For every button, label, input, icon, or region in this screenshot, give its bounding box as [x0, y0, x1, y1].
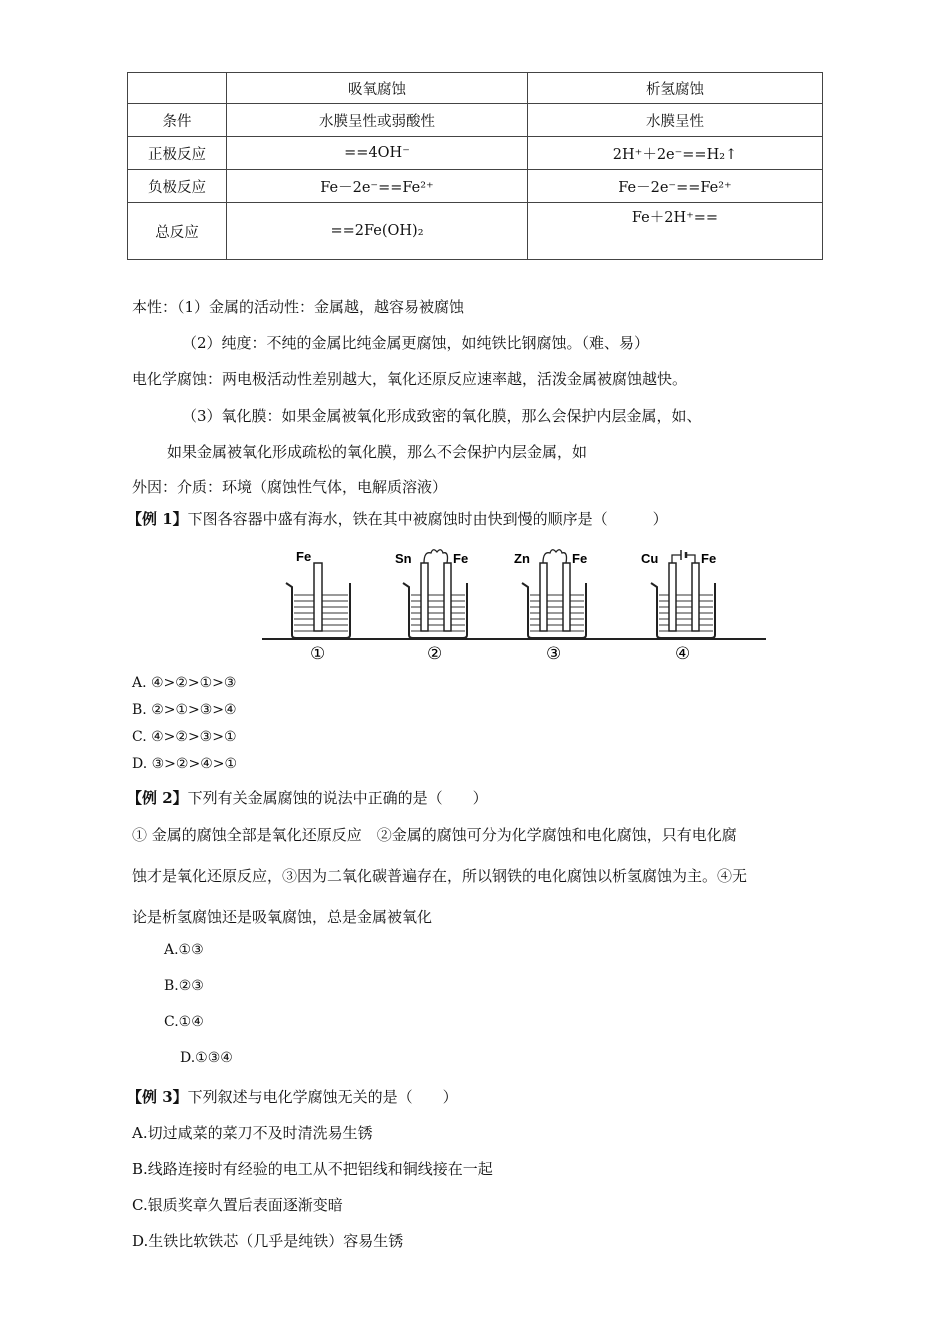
- table-corner-cell: [128, 73, 227, 104]
- table-row: [128, 104, 823, 137]
- example-2-body-line: 蚀才是氧化还原反应，③因为二氧化碳普遍存在，所以钢铁的电化腐蚀以析氢腐蚀为主。④无: [132, 867, 748, 885]
- nature-activity: 本性：（1）金属的活动性：金属越，越容易被腐蚀: [132, 298, 465, 316]
- row-label: 条件: [128, 104, 227, 137]
- cell-h2: Fe＋2H⁺==: [528, 203, 823, 260]
- beaker-4: [641, 550, 716, 638]
- header-oxygen-absorption: 吸氧腐蚀: [227, 73, 528, 104]
- battery-wire-icon: [672, 555, 695, 563]
- example-2-body-line: ① 金属的腐蚀全部是氧化还原反应 ②金属的腐蚀可分为化学腐蚀和电化腐蚀，只有电化腐: [132, 826, 737, 844]
- header-hydrogen-evolution: 析氢腐蚀: [528, 73, 823, 104]
- table-row: [128, 137, 823, 170]
- external-factors: 外因：介质：环境（腐蚀性气体，电解质溶液）: [132, 478, 448, 496]
- example-2-option-a[interactable]: A.①③: [164, 942, 204, 958]
- example-3-option-c[interactable]: C.银质奖章久置后表面逐渐变暗: [132, 1196, 343, 1214]
- beaker-number: ④: [675, 644, 691, 663]
- beaker-1: [286, 549, 350, 638]
- example-1-text: 下图各容器中盛有海水，铁在其中被腐蚀时由快到慢的顺序是（ ）: [187, 510, 668, 528]
- table-row: [128, 203, 823, 260]
- example-1-option-b[interactable]: B. ②>①>③>④: [132, 702, 237, 718]
- beakers-figure: [258, 547, 770, 667]
- example-3-tag: 【例 3】: [127, 1088, 188, 1106]
- example-1-question: [127, 508, 668, 529]
- example-3-option-b[interactable]: B.线路连接时有经验的电工从不把铝线和铜线接在一起: [132, 1160, 493, 1178]
- row-label: 正极反应: [128, 137, 227, 170]
- beaker-2: [395, 550, 468, 638]
- electrochemical-note: 电化学腐蚀：两电极活动性差别越大，氧化还原反应速率越，活泼金属被腐蚀越快。: [132, 370, 688, 388]
- example-2-option-c[interactable]: C.①④: [164, 1014, 204, 1030]
- table-row: [128, 170, 823, 203]
- electrode-label: Fe: [296, 549, 312, 564]
- cell-o2: ==2Fe(OH)₂: [227, 203, 528, 260]
- example-3-option-a[interactable]: A.切过咸菜的菜刀不及时清洗易生锈: [132, 1124, 373, 1142]
- example-1-option-a[interactable]: A. ④>②>①>③: [132, 675, 237, 691]
- beaker-number: ②: [427, 644, 443, 663]
- cell-o2: Fe－2e⁻==Fe²⁺: [227, 170, 528, 203]
- example-2-tag: 【例 2】: [127, 789, 188, 807]
- electrode-label: Zn: [514, 551, 530, 566]
- nature-oxide-film: （3）氧化膜：如果金属被氧化形成致密的氧化膜，那么会保护内层金属，如、: [182, 407, 702, 425]
- table-header-row: [128, 73, 823, 104]
- row-label: 负极反应: [128, 170, 227, 203]
- corrosion-comparison-table: [127, 72, 823, 260]
- nature-oxide-film-loose: 如果金属被氧化形成疏松的氧化膜，那么不会保护内层金属，如: [167, 443, 588, 461]
- example-2-body-line: 论是析氢腐蚀还是吸氧腐蚀，总是金属被氧化: [132, 908, 433, 926]
- example-1-option-d[interactable]: D. ③>②>④>①: [132, 756, 238, 772]
- example-1-tag: 【例 1】: [127, 510, 188, 528]
- example-1-option-c[interactable]: C. ④>②>③>①: [132, 729, 237, 745]
- electrode-label: Fe: [701, 551, 717, 566]
- example-2-option-d[interactable]: D.①③④: [180, 1050, 233, 1066]
- cell-h2: 水膜呈性: [528, 104, 823, 137]
- electrode-label: Cu: [641, 551, 659, 566]
- nature-purity: （2）纯度：不纯的金属比纯金属更腐蚀，如纯铁比钢腐蚀。（难、易）: [182, 334, 650, 352]
- row-label: 总反应: [128, 203, 227, 260]
- cell-h2: 2H⁺＋2e⁻==H₂↑: [528, 137, 823, 170]
- example-2-question: [127, 787, 488, 808]
- example-3-text: 下列叙述与电化学腐蚀无关的是（ ）: [187, 1088, 458, 1106]
- cell-o2: ==4OH⁻: [227, 137, 528, 170]
- beaker-3: [514, 550, 587, 638]
- example-2-text: 下列有关金属腐蚀的说法中正确的是（ ）: [187, 789, 488, 807]
- electrode-label: Fe: [572, 551, 588, 566]
- example-3-question: [127, 1086, 458, 1107]
- example-2-option-b[interactable]: B.②③: [164, 978, 204, 994]
- cell-h2: Fe－2e⁻==Fe²⁺: [528, 170, 823, 203]
- electrode-label: Sn: [395, 551, 412, 566]
- beaker-number: ③: [546, 644, 562, 663]
- cell-o2: 水膜呈性或弱酸性: [227, 104, 528, 137]
- beaker-number: ①: [310, 644, 326, 663]
- example-3-option-d[interactable]: D.生铁比软铁芯（几乎是纯铁）容易生锈: [132, 1232, 404, 1250]
- electrode-label: Fe: [453, 551, 469, 566]
